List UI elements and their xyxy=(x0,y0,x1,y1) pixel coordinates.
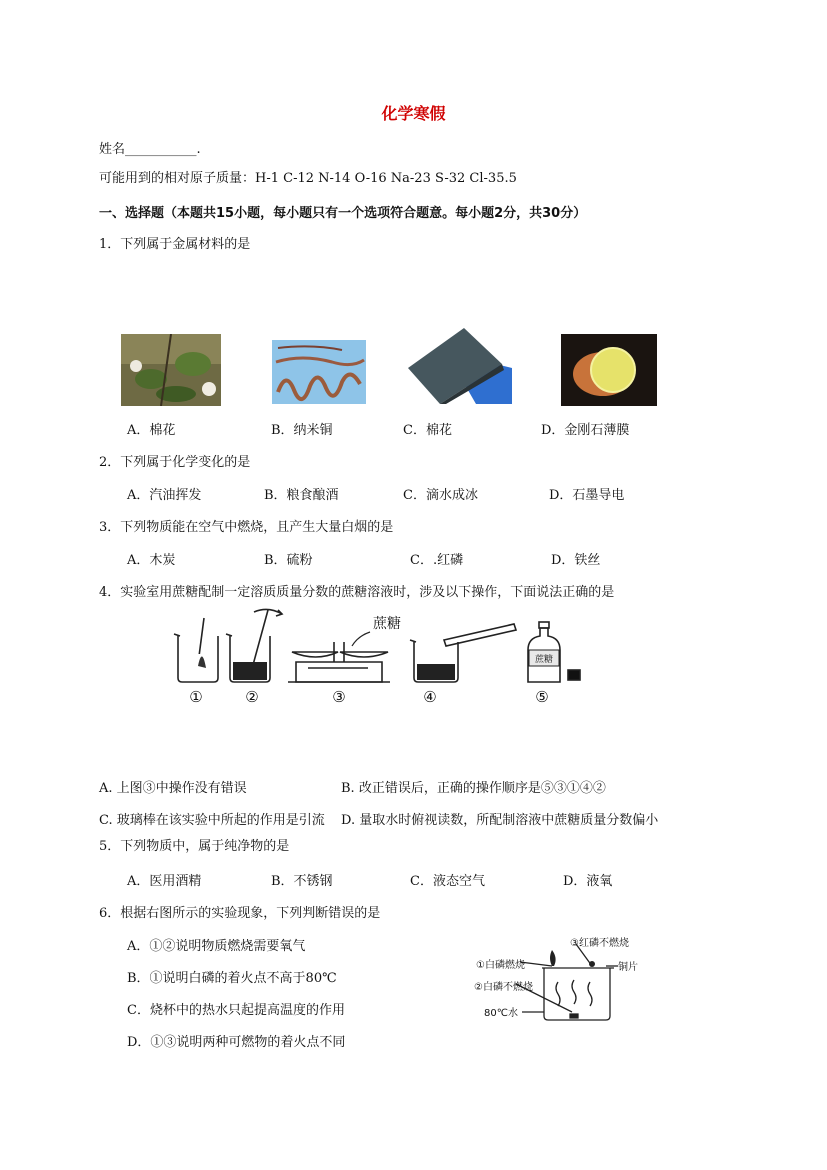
q1-option-c[interactable]: C．棉花 xyxy=(403,423,452,438)
q2-option-c[interactable]: C．滴水成冰 xyxy=(403,488,478,503)
figure-label-4: ④ xyxy=(423,688,437,706)
q3-option-c[interactable]: C．.红磷 xyxy=(410,553,464,568)
section-heading: 一、选择题（本题共15小题，每小题只有一个选项符合题意。每小题2分，共30分） xyxy=(99,206,587,221)
q5-option-a[interactable]: A．医用酒精 xyxy=(127,874,202,889)
atomic-masses: 可能用到的相对原子质量：H-1 C-12 N-14 O-16 Na-23 S-32 Cl-35.5 xyxy=(99,171,517,186)
figure-label-2: ② xyxy=(245,688,259,706)
sucrose-label: 蔗糖 xyxy=(373,616,401,632)
diamond-film-image xyxy=(561,334,657,406)
q3-option-b[interactable]: B．硫粉 xyxy=(264,553,313,568)
name-label: 姓名 xyxy=(99,142,126,157)
q6-option-d[interactable]: D．①③说明两种可燃物的着火点不同 xyxy=(127,1035,346,1050)
q6-option-c[interactable]: C．烧杯中的热水只起提高温度的作用 xyxy=(127,1003,345,1018)
combustion-experiment-figure xyxy=(474,932,674,1028)
question-4-stem: 4．实验室用蔗糖配制一定溶质质量分数的蔗糖溶液时，涉及以下操作，下面说法正确的是 xyxy=(99,585,615,600)
sugar-solution-figure xyxy=(168,606,588,706)
q4-option-a[interactable]: A. 上图③中操作没有错误 xyxy=(99,781,247,796)
q6-option-a[interactable]: A．①②说明物质燃烧需要氧气 xyxy=(127,939,306,954)
q4-option-d[interactable]: D. 量取水时俯视读数，所配制溶液中蔗糖质量分数偏小 xyxy=(341,813,659,828)
q5-option-d[interactable]: D．液氧 xyxy=(563,874,613,889)
copper-sheet-label: 铜片 xyxy=(618,962,638,973)
q1-option-b[interactable]: B．纳米铜 xyxy=(271,423,333,438)
q5-option-b[interactable]: B．不锈钢 xyxy=(271,874,333,889)
q4-option-b[interactable]: B. 改正错误后，正确的操作顺序是⑤③①④② xyxy=(341,781,606,796)
q3-option-d[interactable]: D．铁丝 xyxy=(551,553,601,568)
q1-option-a[interactable]: A．棉花 xyxy=(127,423,176,438)
q3-option-a[interactable]: A．木炭 xyxy=(127,553,176,568)
name-blank: ___________. xyxy=(125,142,201,157)
bottle-label: 蔗糖 xyxy=(534,655,554,665)
figure-label-5: ⑤ xyxy=(535,688,549,706)
white-phosphorus-not-burning-label: ②白磷不燃烧 xyxy=(474,982,533,993)
question-2-stem: 2．下列属于化学变化的是 xyxy=(99,455,251,470)
q5-option-c[interactable]: C．液态空气 xyxy=(410,874,485,889)
page-title: 化学寒假 xyxy=(381,104,446,123)
q1-option-d[interactable]: D．金刚石薄膜 xyxy=(541,423,630,438)
cotton-image xyxy=(121,334,221,406)
q2-option-a[interactable]: A．汽油挥发 xyxy=(127,488,202,503)
cotton-cloth-image xyxy=(406,328,512,404)
question-1-stem: 1．下列属于金属材料的是 xyxy=(99,237,251,252)
white-phosphorus-burning-label: ①白磷燃烧 xyxy=(476,960,525,971)
q2-option-b[interactable]: B．粮食酿酒 xyxy=(264,488,339,503)
q2-option-d[interactable]: D．石墨导电 xyxy=(549,488,625,503)
question-5-stem: 5．下列物质中，属于纯净物的是 xyxy=(99,839,290,854)
name-line xyxy=(99,138,201,157)
nano-copper-image xyxy=(272,340,366,404)
question-6-stem: 6．根据右图所示的实验现象，下列判断错误的是 xyxy=(99,906,381,921)
q4-option-c[interactable]: C. 玻璃棒在该实验中所起的作用是引流 xyxy=(99,813,325,828)
hot-water-label: 80℃水 xyxy=(484,1008,518,1019)
red-phosphorus-label: ③红磷不燃烧 xyxy=(570,938,629,949)
question-3-stem: 3．下列物质能在空气中燃烧，且产生大量白烟的是 xyxy=(99,520,394,535)
figure-label-3: ③ xyxy=(332,688,346,706)
figure-label-1: ① xyxy=(189,688,203,706)
q6-option-b[interactable]: B．①说明白磷的着火点不高于80℃ xyxy=(127,971,337,986)
